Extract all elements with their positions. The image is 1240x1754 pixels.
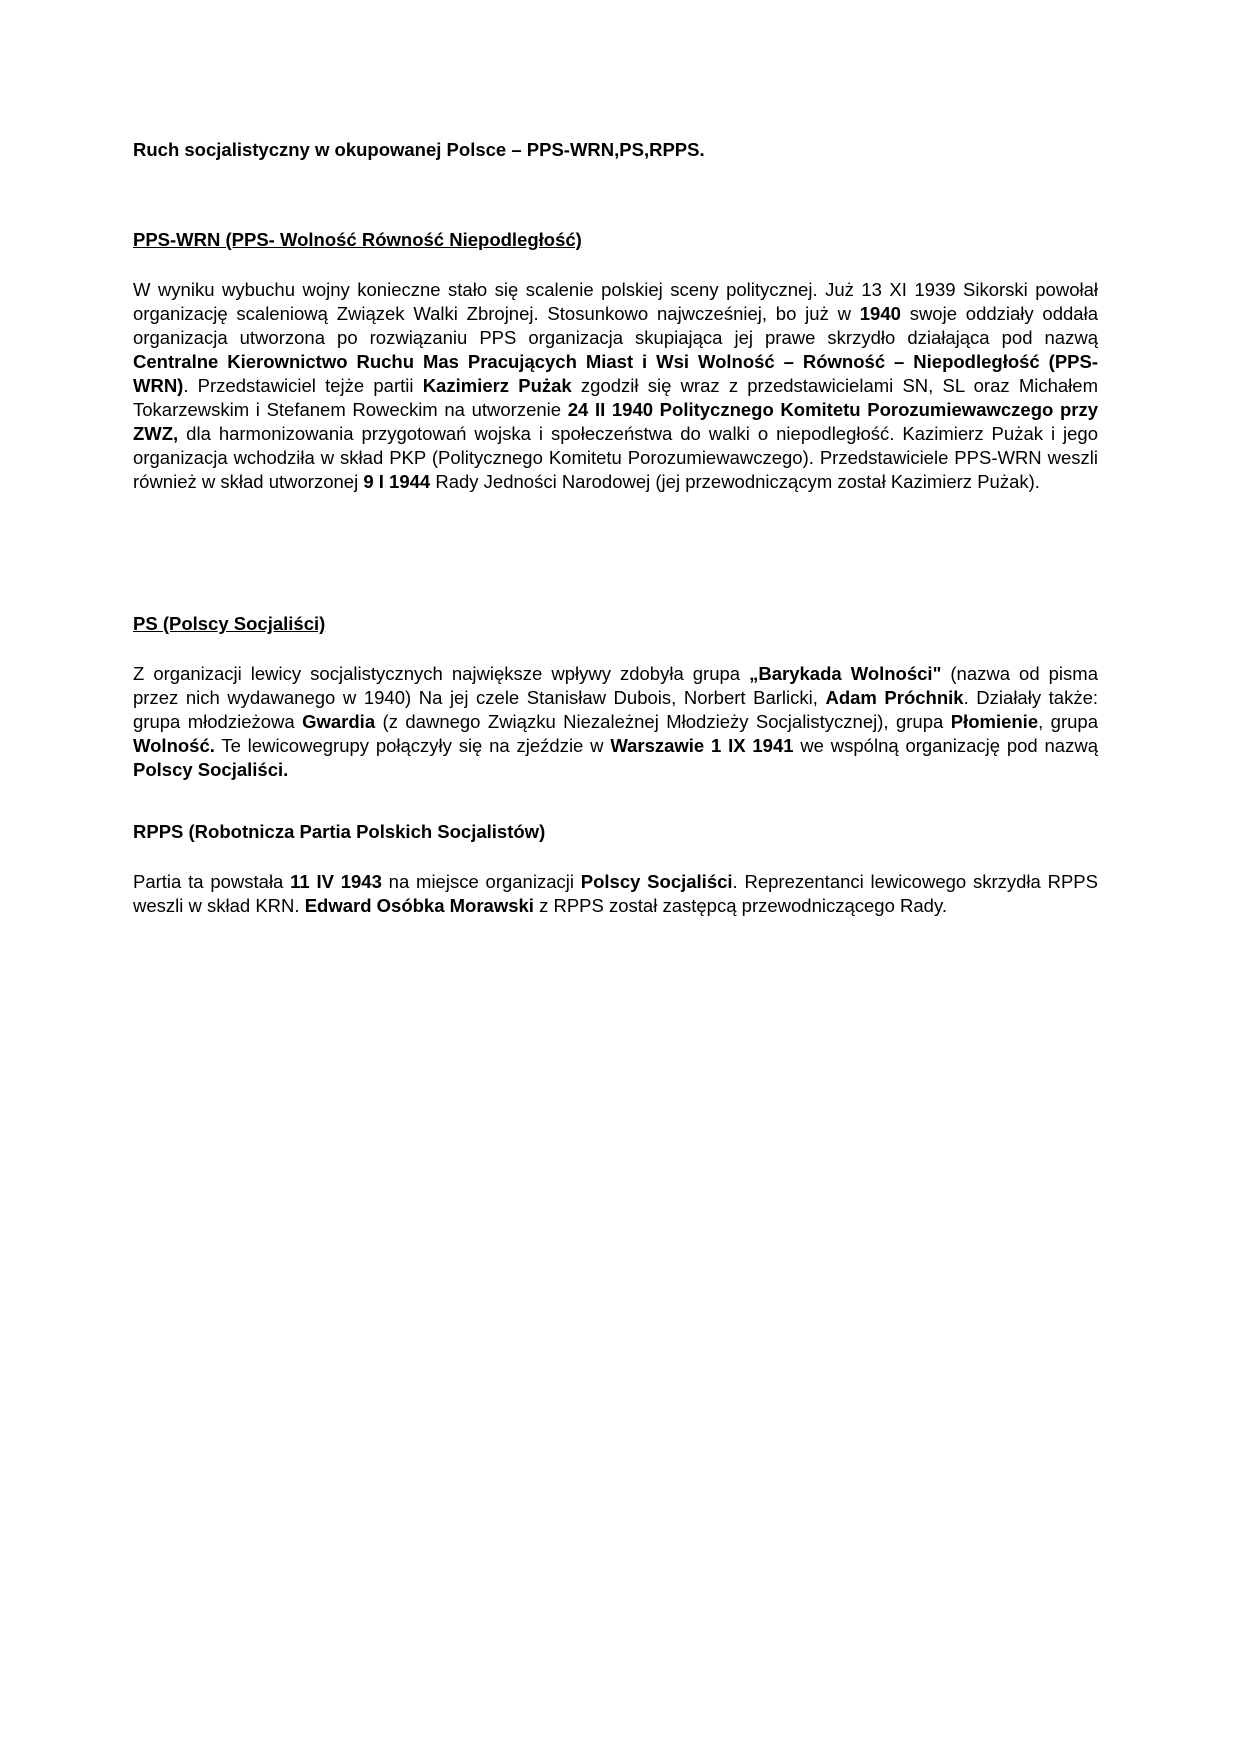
bold-text-segment: Wolność. xyxy=(133,735,215,756)
section-heading-rpps: RPPS (Robotnicza Partia Polskich Socjalistów) xyxy=(133,821,546,842)
bold-text-segment: Płomienie xyxy=(950,711,1039,732)
bold-text-segment: 1940 xyxy=(859,303,901,324)
text-segment: Te lewicowegrupy połączyły się na zjeździe w xyxy=(214,735,611,756)
text-segment: . Działały także: grupa młodzieżowa xyxy=(133,687,1099,732)
section-heading-pps-wrn: PPS-WRN (PPS- Wolność Równość Niepodległość) xyxy=(133,229,582,250)
bold-text-segment: Polscy Socjaliści xyxy=(580,871,733,892)
section-rpps xyxy=(133,820,1098,918)
text-segment: , grupa xyxy=(1038,711,1098,732)
sections-container xyxy=(133,228,1098,918)
text-segment: Rady Jedności Narodowej (jej przewodniczącym został Kazimierz Pużak). xyxy=(430,471,1040,492)
section-pps-wrn xyxy=(133,228,1098,494)
text-segment: dla harmonizowania przygotowań wojska i społeczeństwa do walki o niepodległość. Kazimierz Pużak i jego organizacja wchodziła w skład PKP (Politycznego Komitetu Porozumiewawczego). Przedstawiciele PPS-WRN weszli również w skład utworzonej xyxy=(133,423,1098,492)
bold-text-segment: 11 IV 1943 xyxy=(290,871,382,892)
paragraph xyxy=(133,278,1098,494)
text-segment: zgodził się wraz z przedstawicielami SN, SL oraz Michałem Tokarzewskim i Stefanem Roweckim na utworzenie xyxy=(133,375,1098,420)
text-segment: Z organizacji lewicy socjalistycznych największe wpływy zdobyła grupa xyxy=(133,663,750,684)
bold-text-segment: Adam Próchnik xyxy=(825,687,964,708)
section-heading-ps: PS (Polscy Socjaliści) xyxy=(133,613,326,634)
text-segment: z RPPS został zastępcą przewodniczącego Rady. xyxy=(533,895,947,916)
document-content xyxy=(133,0,1098,918)
bold-text-segment: 9 I 1944 xyxy=(363,471,431,492)
bold-text-segment: Edward Osóbka Morawski xyxy=(304,895,534,916)
bold-text-segment: „Barykada Wolności" xyxy=(749,663,942,684)
bold-text-segment: Polscy Socjaliści. xyxy=(133,759,289,780)
text-segment: W wyniku wybuchu wojny konieczne stało się scalenie polskiej sceny politycznej. Już 13 XI 1939 Sikorski powołał organizację scaleniową Związek Walki Zbrojnej. Stosunkowo najwcześniej, bo już w xyxy=(133,279,1098,324)
paragraph xyxy=(133,662,1098,782)
text-segment: . Przedstawiciel tejże partii xyxy=(183,375,423,396)
bold-text-segment: 24 II 1940 Politycznego Komitetu Porozumiewawczego przy ZWZ, xyxy=(133,399,1098,444)
document-title xyxy=(133,138,1098,162)
text-segment: we wspólną organizację pod nazwą xyxy=(793,735,1098,756)
text-segment: (z dawnego Związku Niezależnej Młodzieży Socjalistycznej), grupa xyxy=(375,711,951,732)
text-segment: . Reprezentanci lewicowego skrzydła RPPS weszli w skład KRN. xyxy=(133,871,1098,916)
bold-text-segment: Warszawie 1 IX 1941 xyxy=(610,735,794,756)
text-segment: na miejsce organizacji xyxy=(381,871,581,892)
bold-text-segment: Ruch socjalistyczny w okupowanej Polsce – PPS-WRN,PS,RPPS. xyxy=(133,139,705,160)
bold-text-segment: Centralne Kierownictwo Ruchu Mas Pracujących Miast i Wsi Wolność – Równość – Niepodległość (PPS-WRN) xyxy=(133,351,1098,396)
paragraph xyxy=(133,870,1098,918)
bold-text-segment: Kazimierz Pużak xyxy=(422,375,572,396)
section-ps xyxy=(133,612,1098,782)
text-segment: (nazwa od pisma przez nich wydawanego w 1940) Na jej czele Stanisław Dubois, Norbert Barlicki, xyxy=(133,663,1098,708)
text-segment: swoje oddziały oddała organizacja utworzona po rozwiązaniu PPS organizacja skupiająca jej prawe skrzydło działająca pod nazwą xyxy=(133,303,1098,348)
text-segment: Partia ta powstała xyxy=(133,871,291,892)
bold-text-segment: Gwardia xyxy=(302,711,376,732)
